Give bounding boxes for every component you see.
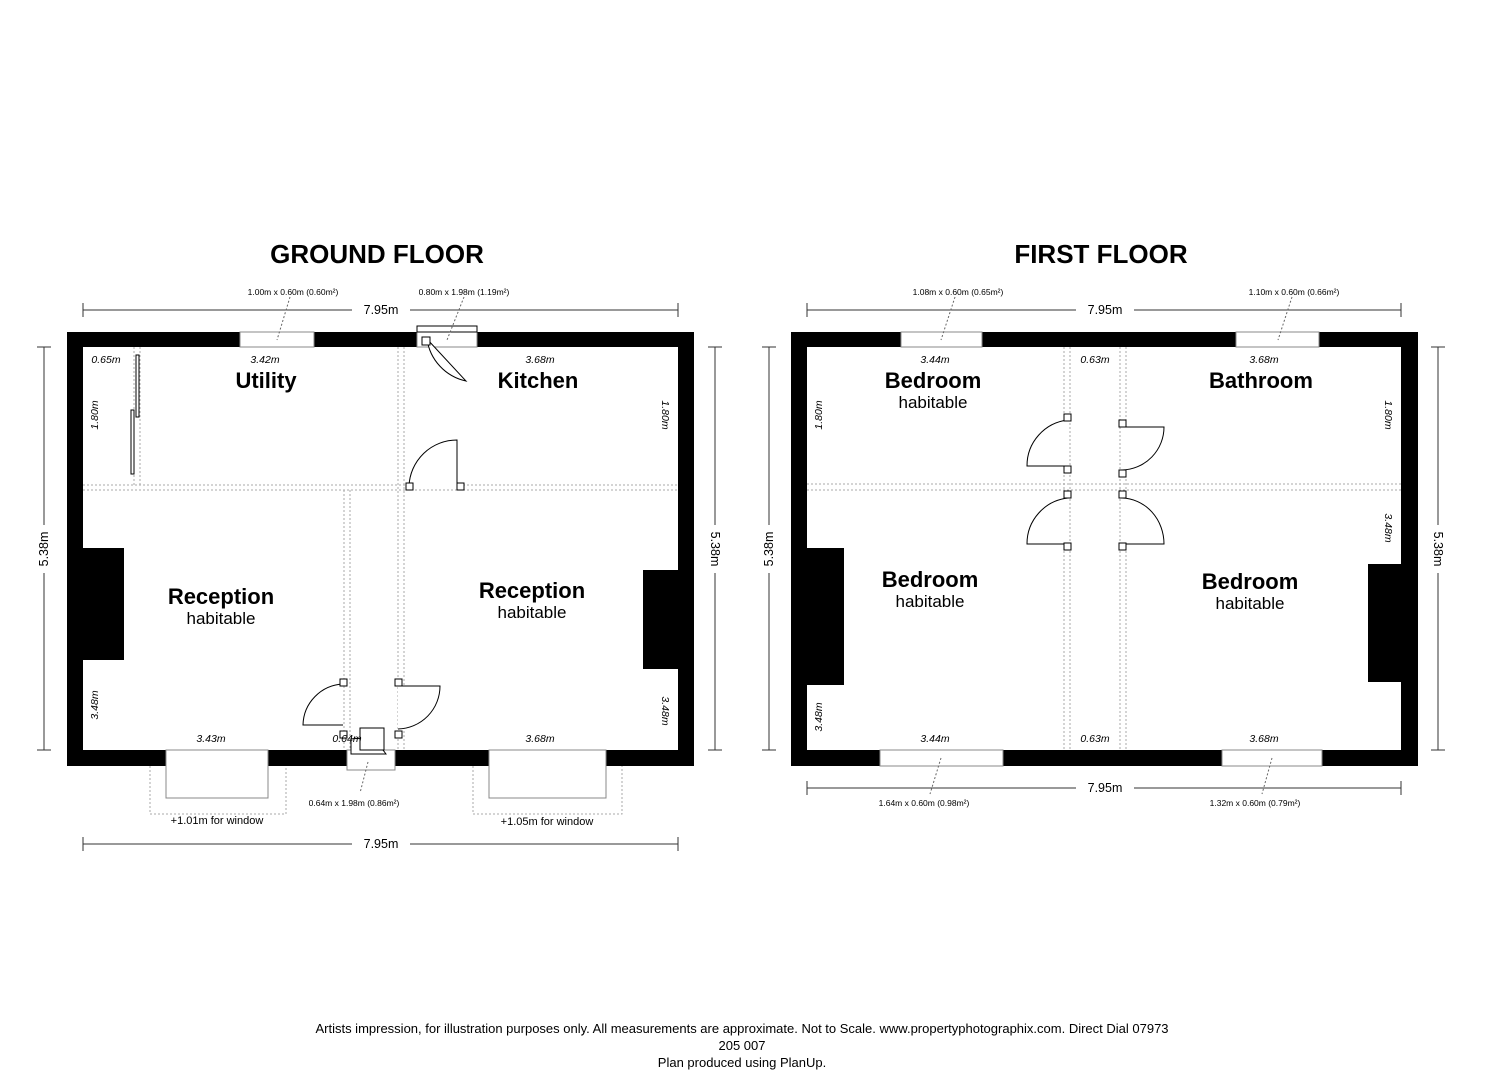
- door-hinge: [1064, 414, 1071, 421]
- door-hinge: [1064, 491, 1071, 498]
- footer-credit: Plan produced using PlanUp.: [657, 1055, 827, 1070]
- footer-disclaimer: Artists impression, for illustration purposes only. All measurements are approximate. Not to Scale. www.propertyphotographix.com. Direct Dial 07973: [315, 1021, 1169, 1036]
- ground-floor-title: GROUND FLOOR: [270, 239, 484, 269]
- ground-overall-height-right: 5.38m: [708, 531, 722, 567]
- first-left-wall: [791, 332, 807, 766]
- room-sub-reception-left: habitable: [186, 609, 256, 628]
- dim-bedroom-tl-height: 1.80m: [813, 400, 825, 430]
- ground-left-wall: [67, 332, 83, 766]
- room-name-kitchen: Kitchen: [497, 368, 579, 393]
- ground-overall-width-bottom: 7.95m: [363, 837, 399, 851]
- dim-bedroom-br-width: 3.68m: [1249, 733, 1279, 745]
- first-overall-height-right: 5.38m: [1431, 531, 1445, 567]
- chimney-breast-right: [1368, 564, 1401, 682]
- utility-sliding-door: [131, 410, 134, 474]
- door-hinge: [395, 731, 402, 738]
- dim-reception-left-width: 3.43m: [196, 733, 226, 745]
- dim-bathroom-width: 3.68m: [1249, 354, 1279, 366]
- first-right-wall: [1401, 332, 1418, 766]
- bay-window-right: [489, 750, 606, 798]
- door-hinge: [1119, 470, 1126, 477]
- dim-utility-height: 1.80m: [89, 400, 101, 430]
- ground-front-door-size: 0.64m x 1.98m (0.86m²): [308, 798, 400, 808]
- first-overall-height-left: 5.38m: [762, 531, 776, 567]
- ground-top-wall: [67, 332, 694, 347]
- dim-bedroom-bl-height: 3.48m: [813, 702, 825, 732]
- room-name-bathroom: Bathroom: [1209, 368, 1313, 393]
- first-top-window-right-size: 1.10m x 0.60m (0.66m²): [1248, 287, 1340, 297]
- dim-bathroom-height: 1.80m: [1382, 400, 1394, 430]
- first-top-wall: [791, 332, 1418, 347]
- room-name-bedroom-bl: Bedroom: [881, 567, 979, 592]
- door-hinge: [395, 679, 402, 686]
- door-hinge: [1119, 491, 1126, 498]
- door-hinge: [340, 679, 347, 686]
- first-overall-width-top: 7.95m: [1087, 303, 1123, 317]
- bedroom-bl-door-swing: [1027, 498, 1068, 544]
- dim-hall-width: 0.64m: [332, 733, 362, 745]
- room-name-reception-left: Reception: [167, 584, 275, 609]
- door-hinge: [1064, 466, 1071, 473]
- door-hinge: [457, 483, 464, 490]
- door-hinge: [1119, 543, 1126, 550]
- first-floor-plan: [761, 239, 1446, 808]
- room-name-bedroom-br: Bedroom: [1201, 569, 1299, 594]
- dim-reception-left-height: 3.48m: [89, 690, 101, 720]
- dim-bedroom-br-height: 3.48m: [1382, 513, 1394, 543]
- room-sub-bedroom-tl: habitable: [898, 393, 968, 412]
- first-floor-title: FIRST FLOOR: [1014, 239, 1188, 269]
- dim-bedroom-bl-width: 3.44m: [920, 733, 950, 745]
- bedroom-tl-door-swing: [1027, 420, 1068, 466]
- dim-kitchen-height: 1.80m: [659, 400, 671, 430]
- first-top-window-right: [1236, 332, 1319, 347]
- bathroom-door-swing: [1122, 427, 1164, 470]
- door-hinge: [406, 483, 413, 490]
- room-name-utility: Utility: [235, 368, 297, 393]
- door-hinge: [1064, 543, 1071, 550]
- chimney-breast-left: [807, 548, 844, 685]
- dim-utility-small: 0.65m: [91, 354, 121, 366]
- room-sub-bedroom-br: habitable: [1215, 594, 1285, 613]
- room-sub-bedroom-bl: habitable: [895, 592, 965, 611]
- ground-floor-plan: [36, 239, 723, 852]
- bedroom-br-door-swing: [1122, 498, 1164, 544]
- footer-phone-continued: 205 007: [718, 1038, 766, 1053]
- first-overall-width-bottom: 7.95m: [1087, 781, 1123, 795]
- door-hinge: [422, 337, 430, 345]
- chimney-breast-left: [83, 548, 124, 660]
- ground-overall-height-left: 5.38m: [37, 531, 51, 567]
- first-top-window-left-size: 1.08m x 0.60m (0.65m²): [912, 287, 1004, 297]
- bay-window-left-extension: +1.01m for window: [170, 815, 264, 827]
- ground-overall-width-top: 7.95m: [363, 303, 399, 317]
- footer: [315, 1021, 1168, 1070]
- first-bottom-window-left: [880, 750, 1003, 766]
- door-threshold: [417, 326, 477, 332]
- dim-kitchen-width: 3.68m: [525, 354, 555, 366]
- front-door-leaf: [360, 728, 384, 750]
- bay-window-right-extension: +1.05m for window: [500, 816, 594, 828]
- first-bottom-window-left-size: 1.64m x 0.60m (0.98m²): [878, 798, 970, 808]
- utility-sliding-door: [136, 355, 139, 417]
- kitchen-door-swing: [409, 440, 457, 486]
- room-sub-reception-right: habitable: [497, 603, 567, 622]
- ground-top-door-size: 0.80m x 1.98m (1.19m²): [418, 287, 510, 297]
- ground-right-wall: [678, 332, 694, 766]
- dim-utility-width: 3.42m: [250, 354, 280, 366]
- bay-window-left: [166, 750, 268, 798]
- door-hinge: [1119, 420, 1126, 427]
- dim-landing-top: 0.63m: [1080, 354, 1110, 366]
- room-name-bedroom-tl: Bedroom: [884, 368, 982, 393]
- dim-reception-right-height: 3.48m: [659, 696, 671, 726]
- room-name-reception-right: Reception: [478, 578, 586, 603]
- ground-top-window-size: 1.00m x 0.60m (0.60m²): [247, 287, 339, 297]
- first-bottom-window-right-size: 1.32m x 0.60m (0.79m²): [1209, 798, 1301, 808]
- reception-left-door-swing: [303, 684, 343, 725]
- chimney-breast-right: [643, 570, 678, 669]
- dim-bedroom-tl-width: 3.44m: [920, 354, 950, 366]
- dim-landing-bottom: 0.63m: [1080, 733, 1110, 745]
- reception-right-door-swing: [398, 686, 440, 729]
- dim-reception-right-width: 3.68m: [525, 733, 555, 745]
